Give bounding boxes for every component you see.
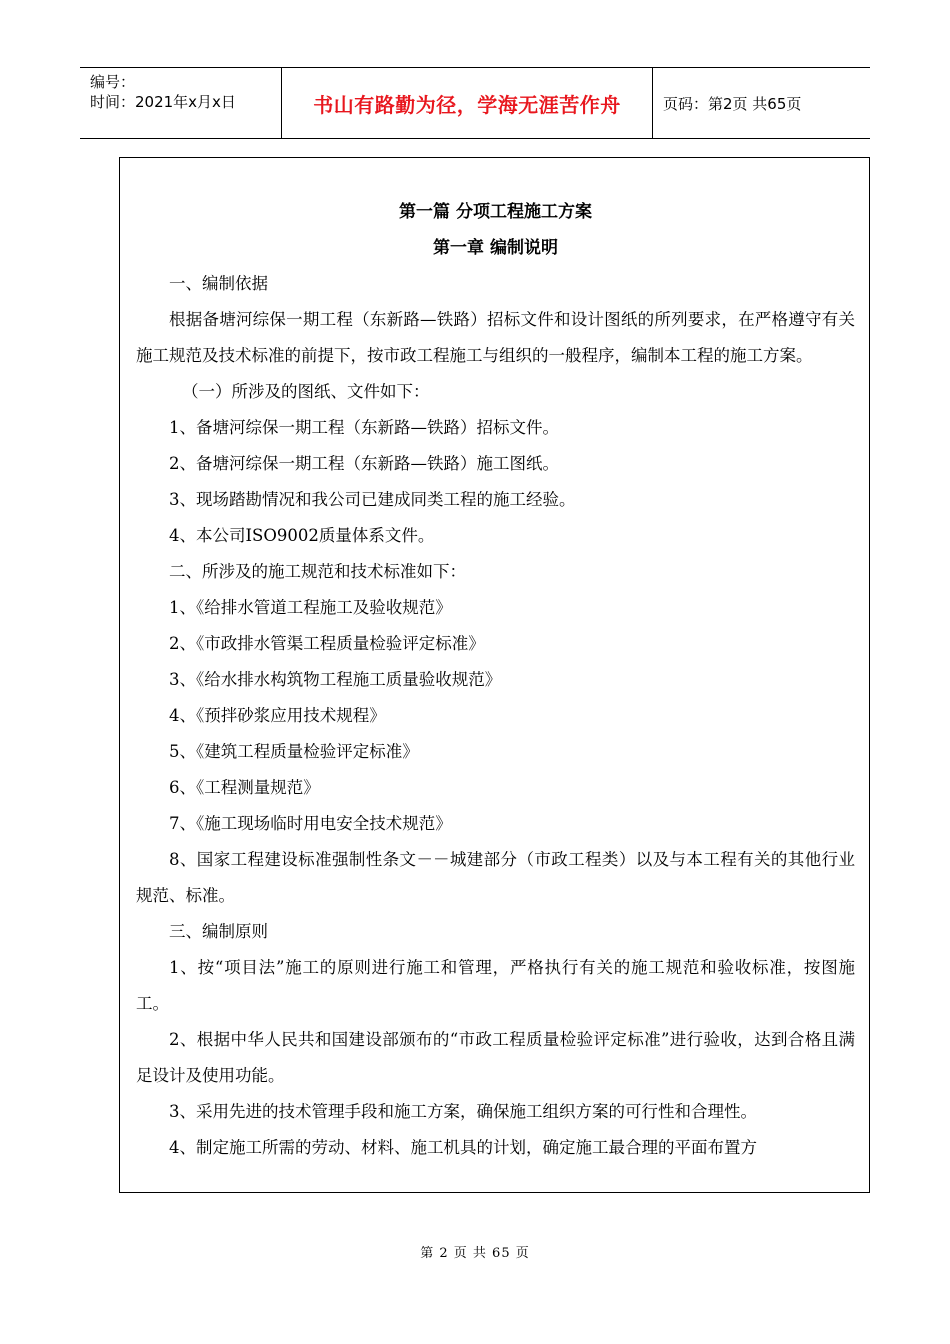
list-item: 5、《建筑工程质量检验评定标准》: [169, 742, 419, 761]
document-body: [120, 158, 869, 1166]
section-heading: 一、编制依据: [169, 274, 268, 293]
document-date-label: 时间：2021年x月x日: [90, 93, 236, 111]
list-item: 1、按“项目法”施工的原则进行施工和管理，严格执行有关的施工规范和验收标准，按图施工。: [136, 958, 855, 1013]
header-meta: [80, 68, 281, 138]
section-heading: 二、所涉及的施工规范和技术标准如下：: [169, 562, 466, 581]
list-item: 2、《市政排水管渠工程质量检验评定标准》: [169, 634, 485, 653]
header-page-info: 页码：第2页 共65页: [663, 94, 802, 113]
list-item: 3、采用先进的技术管理手段和施工方案，确保施工组织方案的可行性和合理性。: [169, 1102, 757, 1121]
list-item: 1、备塘河综保一期工程（东新路—铁路）招标文件。: [169, 418, 559, 437]
section-heading: 三、编制原则: [169, 922, 268, 941]
paragraph: 根据备塘河综保一期工程（东新路—铁路）招标文件和设计图纸的所列要求，在严格遵守有关施工规范及技术标准的前提下，按市政工程施工与组织的一般程序，编制本工程的施工方案。: [136, 310, 855, 365]
list-item: 2、备塘河综保一期工程（东新路—铁路）施工图纸。: [169, 454, 559, 473]
document-number-label: 编号：: [90, 73, 136, 91]
page-footer: 第 2 页 共 65 页: [420, 1246, 530, 1261]
list-item: 1、《给排水管道工程施工及验收规范》: [169, 598, 452, 617]
list-item: 2、根据中华人民共和国建设部颁布的“市政工程质量检验评定标准”进行验收，达到合格且满足设计及使用功能。: [136, 1030, 855, 1085]
list-item: 7、《施工现场临时用电安全技术规范》: [169, 814, 452, 833]
content-frame: [119, 157, 870, 1193]
page-header: [80, 67, 870, 139]
part-title: 第一篇 分项工程施工方案: [399, 202, 592, 222]
list-item: 4、制定施工所需的劳动、材料、施工机具的计划，确定施工最合理的平面布置方: [169, 1138, 757, 1157]
list-item: 4、《预拌砂浆应用技术规程》: [169, 706, 386, 725]
header-motto: 书山有路勤为径，学海无涯苦作舟: [281, 68, 653, 138]
list-item: 6、《工程测量规范》: [169, 778, 320, 797]
list-item: 8、国家工程建设标准强制性条文－－城建部分（市政工程类）以及与本工程有关的其他行业规范、标准。: [136, 850, 855, 905]
list-item: 3、现场踏勘情况和我公司已建成同类工程的施工经验。: [169, 490, 576, 509]
subsection-heading: （一）所涉及的图纸、文件如下：: [182, 382, 430, 401]
list-item: 3、《给水排水构筑物工程施工质量验收规范》: [169, 670, 502, 689]
chapter-title: 第一章 编制说明: [433, 238, 558, 258]
list-item: 4、本公司ISO9002质量体系文件。: [169, 526, 435, 545]
